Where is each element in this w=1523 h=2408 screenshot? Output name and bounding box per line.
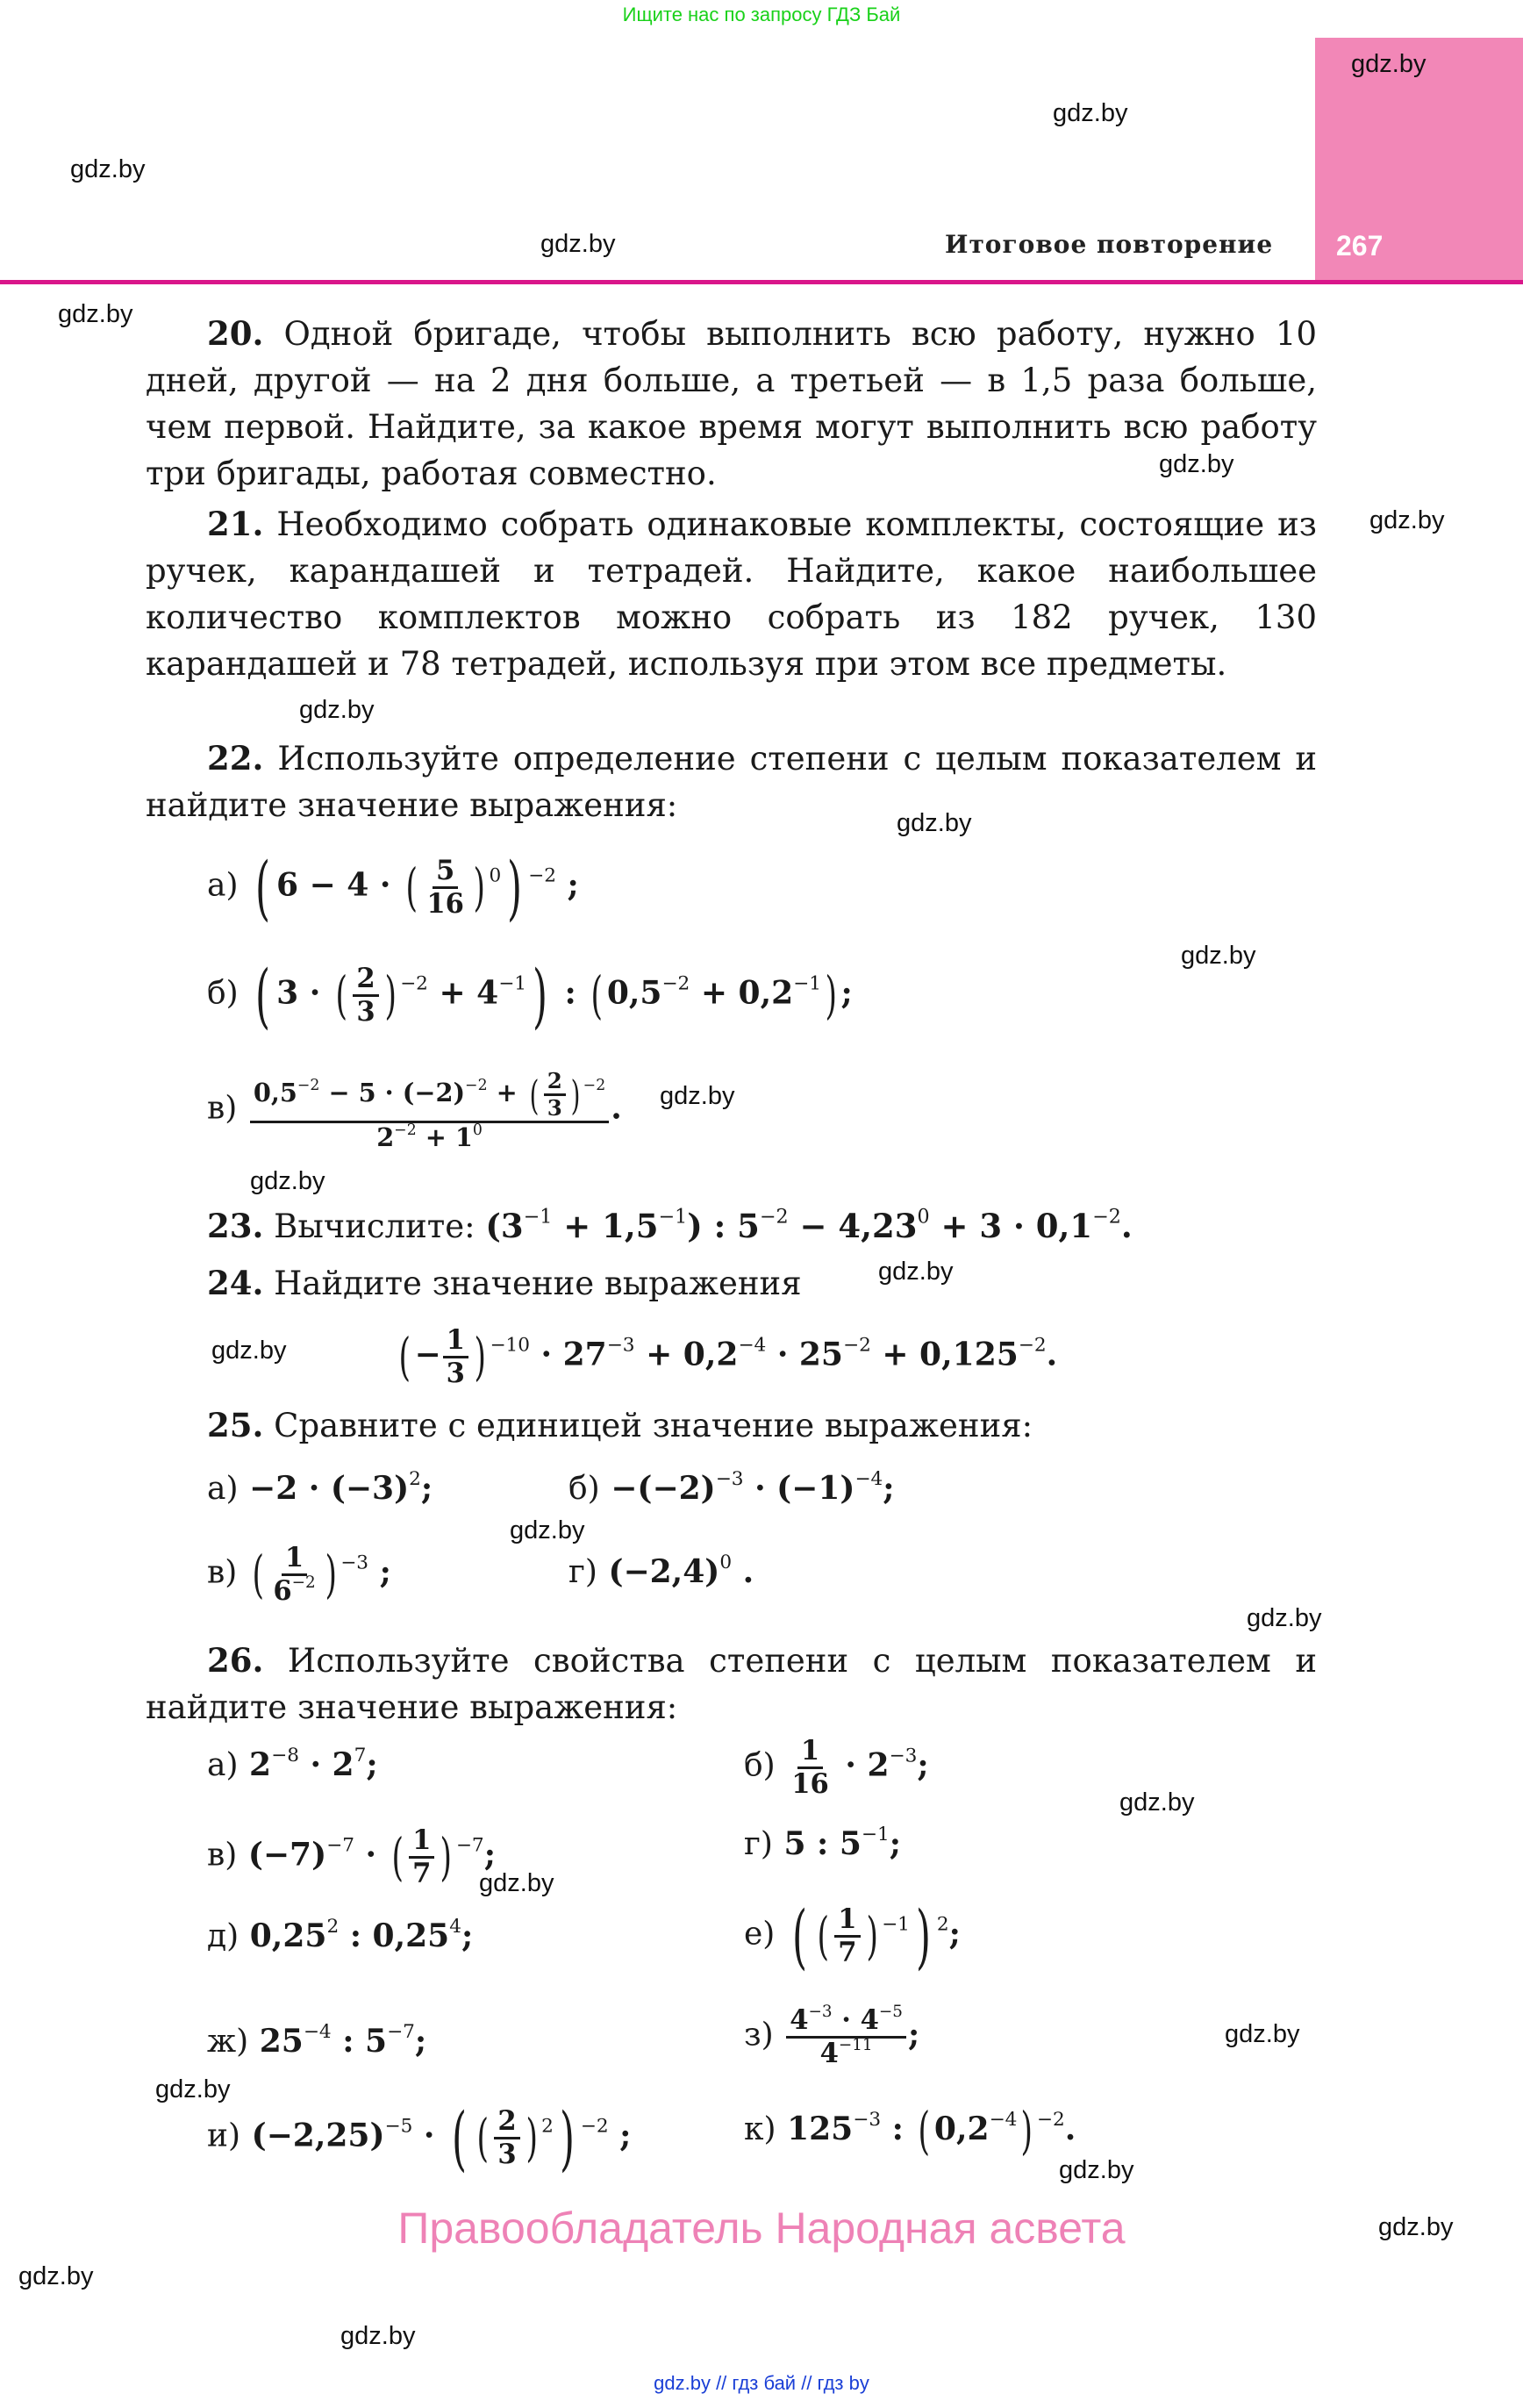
exercise-26h: з) $\frac{4^{-3} \cdot 4^{-5}}{4^{-11}}$ ; bbox=[744, 2003, 920, 2070]
problem-24: 24. Найдите значение выражения bbox=[207, 1264, 802, 1302]
problem-26 bbox=[146, 1638, 1317, 1731]
copyright-owner: Правообладатель Народная асвета bbox=[397, 2204, 1126, 2253]
exercise-26f: е) ( ( $\frac{1}{7}$ ) $^{-1}$) $^2$; bbox=[744, 1895, 961, 1977]
watermark: gdz.by bbox=[58, 300, 133, 328]
exercise-26g: ж) $25^{-4}$ : $5^{-7}$; bbox=[207, 2020, 427, 2060]
watermark: gdz.by bbox=[70, 155, 146, 183]
header-rule bbox=[0, 280, 1523, 284]
exercise-25a: $а) -2 \cdot (-3)^2$; bbox=[207, 1467, 433, 1507]
exercise-22b: б) ( 3 · ( $\frac{2}{3}$ ) $^{-2} + 4^{-1}$) : ( $0,5^{-2} + 0,2^{-1}$) ; bbox=[207, 954, 853, 1036]
problem-text: Используйте определение степени с целым показателем и найдите значение выражения: bbox=[146, 740, 1317, 824]
exercise-22a: а) ( 6 − 4 · ( $\frac{5}{16}$ ) $^0$) $^{-2}$ ; bbox=[207, 846, 579, 928]
watermark: gdz.by bbox=[1181, 942, 1256, 970]
watermark: gdz.by bbox=[1247, 1604, 1322, 1632]
watermark: gdz.by bbox=[540, 230, 616, 258]
exercise-25b: $б) -(-2)^{-3} \cdot (-1)^{-4}$; bbox=[568, 1467, 895, 1507]
problem-20 bbox=[146, 311, 1317, 497]
watermark: gdz.by bbox=[299, 696, 375, 724]
problem-number: 26. bbox=[207, 1641, 264, 1680]
exercise-25d: г) $(-2,4)^0$ . bbox=[568, 1551, 754, 1590]
watermark: gdz.by bbox=[155, 2075, 231, 2103]
watermark: gdz.by bbox=[1351, 50, 1426, 78]
watermark: gdz.by bbox=[18, 2262, 94, 2290]
watermark: gdz.by bbox=[1059, 2156, 1134, 2184]
exercise-26d: г) 5 : $5^{-1}$; bbox=[744, 1823, 902, 1862]
exercise-26a: а) $2^{-8} \cdot 2^7$; bbox=[207, 1744, 378, 1783]
watermark: gdz.by bbox=[660, 1082, 735, 1110]
problem-21 bbox=[146, 501, 1317, 687]
watermark: gdz.by bbox=[1369, 506, 1445, 534]
problem-number: 22. bbox=[207, 739, 264, 778]
exercise-26k: к) $125^{-3}$ : ( $0,2^{-4}$) $^{-2}$. bbox=[744, 2102, 1076, 2161]
watermark: gdz.by bbox=[1159, 450, 1234, 478]
watermark: gdz.by bbox=[510, 1516, 585, 1544]
problem-text: Необходимо собрать одинаковые комплекты, состоящие из ручек, карандашей и тетрадей. Найдите, какое наибольшее количество комплектов можно собрать из 182 ручек, 130 карандашей и 78 тетрадей, используя при этом все предметы. bbox=[146, 505, 1317, 683]
watermark: gdz.by bbox=[479, 1869, 554, 1897]
watermark: gdz.by bbox=[1119, 1788, 1195, 1817]
exercise-25c: в) ( $\frac{1}{6^{-2}}$ ) $^{-3}$ ; bbox=[207, 1542, 391, 1608]
problem-23: 23. Вычислите: $(3^{-1} + 1,5^{-1})$ : $5^{-2} - 4,23^0 + 3 \cdot 0,1^{-2}$. bbox=[207, 1205, 1133, 1245]
problem-22 bbox=[146, 735, 1317, 828]
exercise-22c: в) $0,5^{-2} - 5 \cdot (-2)^{-2}$ + ( $\frac{2}{3}$ ) $^{-2}$ $2^{-2} + 1^0$ . bbox=[207, 1068, 622, 1153]
exercise-26i: и) $(-2,25)^{-5}$ · ( ( $\frac{2}{3}$ ) $^2$) $^{-2}$ ; bbox=[207, 2096, 632, 2179]
exercise-26e: д) 0,25$^2$ : 0,25$^4$; bbox=[207, 1915, 474, 1954]
search-banner: Ищите нас по запросу ГДЗ Бай bbox=[622, 4, 901, 25]
page-number: 267 bbox=[1336, 230, 1384, 262]
exercise-26c: в) $(-7)^{-7}$ · ( $\frac{1}{7}$ ) $^{-7}$; bbox=[207, 1824, 496, 1890]
problem-number: 21. bbox=[207, 505, 264, 543]
footer-links[interactable]: gdz.by // гдз бай // гдз by bbox=[654, 2372, 869, 2394]
watermark: gdz.by bbox=[897, 809, 972, 837]
watermark: gdz.by bbox=[878, 1258, 954, 1286]
watermark: gdz.by bbox=[250, 1167, 325, 1195]
watermark: gdz.by bbox=[211, 1337, 287, 1365]
exercise-26b: б) $\frac{1}{16}$ · $2^{-3}$; bbox=[744, 1735, 929, 1801]
problem-text: Используйте свойства степени с целым показателем и найдите значение выражения: bbox=[146, 1642, 1317, 1726]
exercise-24-expression: ( − $\frac{1}{3}$ ) $^{-10} \cdot 27^{-3} + 0,2^{-4} \cdot 25^{-2} + 0,125^{-2}$. bbox=[398, 1324, 1058, 1390]
watermark: gdz.by bbox=[1053, 99, 1128, 127]
problem-25: 25. Сравните с единицей значение выражения: bbox=[207, 1406, 1033, 1444]
watermark: gdz.by bbox=[1378, 2213, 1454, 2241]
problem-number: 20. bbox=[207, 314, 264, 353]
problem-text: Одной бригаде, чтобы выполнить всю работу, нужно 10 дней, другой — на 2 дня больше, а третьей — в 1,5 раза больше, чем первой. Найдите, за какое время могут выполнить всю работу три бригады, работая совместно. bbox=[146, 315, 1318, 492]
watermark: gdz.by bbox=[340, 2322, 416, 2350]
section-title: Итоговое повторение bbox=[945, 230, 1274, 259]
watermark: gdz.by bbox=[1225, 2020, 1300, 2048]
